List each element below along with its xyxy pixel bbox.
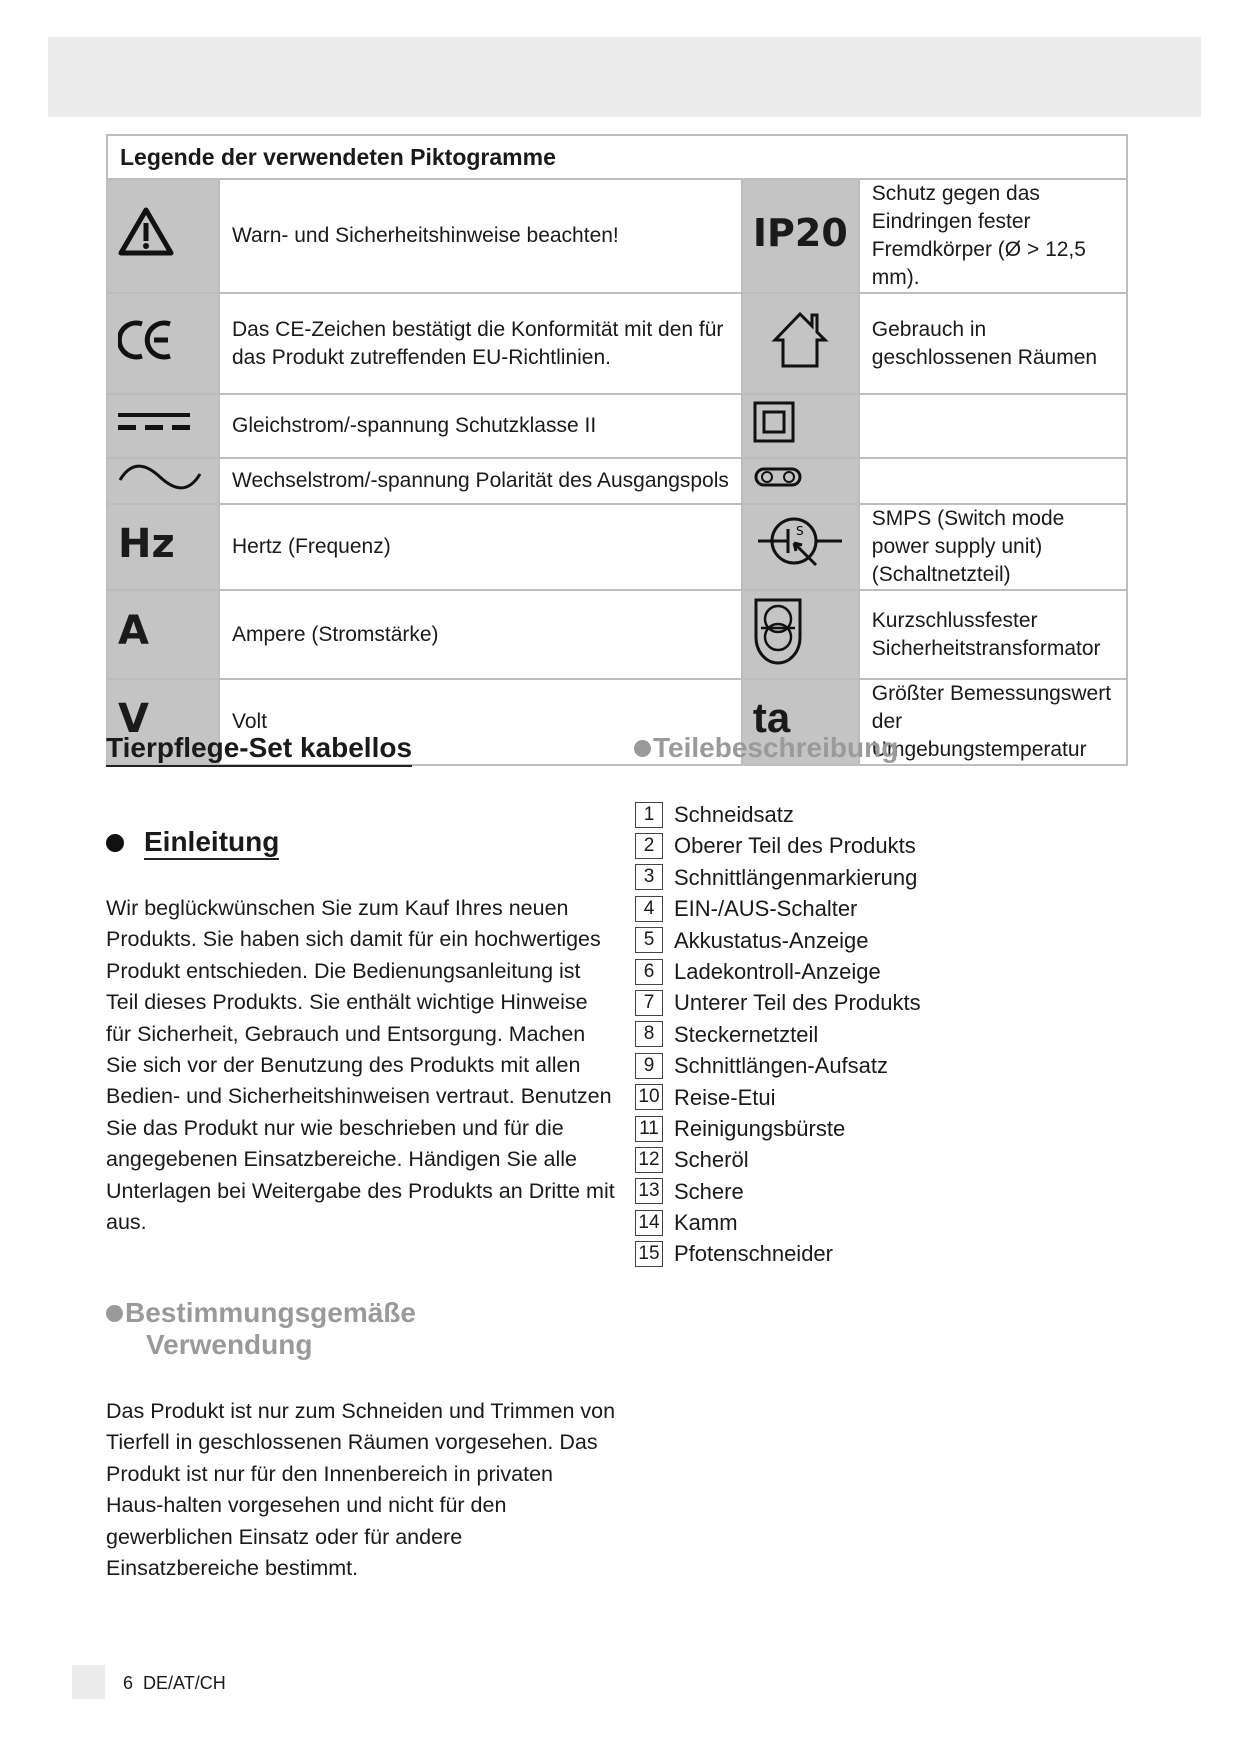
protection-class-2-icon — [742, 394, 859, 458]
legend-text: Kurzschlussfester Sicherheitstransformator — [859, 590, 1127, 679]
part-label: Oberer Teil des Produkts — [674, 833, 916, 859]
part-label: Schnittlängen-Aufsatz — [674, 1053, 889, 1079]
bullet-icon — [634, 740, 651, 757]
bullet-icon — [106, 1305, 123, 1322]
legend-text: Volt — [219, 679, 742, 765]
legend-text: SMPS (Switch mode power supply unit) (Schaltnetzteil) — [859, 504, 1127, 590]
part-number: 2 — [635, 833, 663, 859]
part-item — [635, 893, 921, 924]
part-number: 15 — [635, 1241, 663, 1267]
legend-text: Warn- und Sicherheitshinweise beachten! — [219, 179, 742, 293]
page-footer: 6 DE/AT/CH — [123, 1673, 226, 1693]
legend-title: Legende der verwendeten Piktogramme — [107, 135, 1127, 179]
legend-text: Das CE-Zeichen bestätigt die Konformität mit den für das Produkt zutreffenden EU-Richtlinien. — [219, 293, 742, 394]
smps-icon — [742, 504, 859, 590]
safety-transformer-icon — [742, 590, 859, 679]
part-item — [635, 1207, 921, 1238]
ambient-temperature-icon: ta — [742, 679, 859, 765]
part-label: Akkustatus-Anzeige — [674, 927, 869, 953]
part-number: 13 — [635, 1178, 663, 1204]
ce-mark-icon — [107, 293, 219, 394]
part-label: Schere — [674, 1178, 744, 1204]
volt-icon: V — [107, 679, 219, 765]
part-number: 3 — [635, 864, 663, 890]
part-number: 9 — [635, 1053, 663, 1079]
part-item — [635, 1176, 921, 1207]
part-item — [635, 1113, 921, 1144]
parts-list — [635, 799, 921, 1270]
part-label: Steckernetzteil — [674, 1021, 819, 1047]
legend-text: Schutz gegen das Eindringen fester Fremdkörper (Ø > 12,5 mm). — [859, 179, 1127, 293]
ampere-icon: A — [107, 590, 219, 679]
legend-text: Hertz (Frequenz) — [219, 504, 742, 590]
part-number: 11 — [635, 1116, 663, 1142]
part-number: 7 — [635, 990, 663, 1016]
part-label: Unterer Teil des Produkts — [674, 990, 921, 1016]
part-label: Pfotenschneider — [674, 1241, 833, 1267]
part-label: Schnittlängenmarkierung — [674, 864, 918, 890]
polarity-icon — [742, 458, 859, 504]
legend-text: Größter Bemessungswert der Umgebungstemperatur — [859, 679, 1127, 765]
part-item — [635, 862, 921, 893]
part-number: 14 — [635, 1210, 663, 1236]
hertz-icon: Hz — [107, 504, 219, 590]
header-band — [48, 37, 1201, 117]
parts-heading: Teilebeschreibung — [634, 732, 898, 764]
intro-heading: Einleitung — [106, 826, 279, 860]
part-label: Reise-Etui — [674, 1084, 776, 1110]
pictogram-legend-table — [106, 134, 1128, 766]
part-number: 4 — [635, 896, 663, 922]
part-item — [635, 830, 921, 861]
part-number: 6 — [635, 959, 663, 985]
part-number: 8 — [635, 1021, 663, 1047]
part-number: 5 — [635, 927, 663, 953]
ip20-icon: IP20 — [742, 179, 859, 293]
svg-text:S: S — [796, 524, 804, 538]
part-item — [635, 1082, 921, 1113]
bullet-icon — [106, 834, 124, 852]
part-number: 12 — [635, 1147, 663, 1173]
footer-box — [72, 1665, 105, 1699]
part-item — [635, 1019, 921, 1050]
legend-text: Gleichstrom/-spannung Schutzklasse II — [219, 394, 742, 458]
part-label: Reinigungsbürste — [674, 1115, 846, 1141]
part-label: Ladekontroll-Anzeige — [674, 958, 881, 984]
part-label: Kamm — [674, 1210, 738, 1236]
part-item — [635, 1238, 921, 1269]
legend-text — [859, 458, 1127, 504]
part-label: EIN-/AUS-Schalter — [674, 896, 858, 922]
direct-current-icon — [107, 394, 219, 458]
part-item — [635, 1050, 921, 1081]
part-item — [635, 799, 921, 830]
part-item — [635, 1144, 921, 1175]
legend-text — [859, 394, 1127, 458]
intro-text: Wir beglückwünschen Sie zum Kauf Ihres neuen Produkts. Sie haben sich damit für ein hochwertiges Produkt entschieden. Die Bedienungsanleitung ist Teil dieses Produkts. Sie enthält wichtige Hinweise für Sicherheit, Gebrauch und Entsorgung. Machen Sie sich vor der Benutzung des Produkts mit allen Bedien- und Sicherheitshinweisen vertraut. Benutzen Sie das Produkt nur wie beschrieben und für die angegebenen Einsatzbereiche. Händigen Sie alle Unterlagen bei Weitergabe des Produkts an Dritte mit aus. — [106, 896, 615, 1235]
part-item — [635, 956, 921, 987]
warning-triangle-icon — [107, 179, 219, 293]
part-item — [635, 925, 921, 956]
part-label: Schneidsatz — [674, 802, 794, 827]
part-number: 10 — [635, 1084, 663, 1110]
usage-heading: Bestimmungsgemäße Verwendung — [106, 1297, 416, 1361]
usage-text: Das Produkt ist nur zum Schneiden und Trimmen von Tierfell in geschlossenen Räumen vorgesehen. Das Produkt ist nur für den Innenbereich in privaten Haus-halten vorgesehen und nicht für den gewerblichen Einsatz oder für andere Einsatzbereiche bestimmt. — [106, 1399, 616, 1581]
alternating-current-icon — [107, 458, 219, 504]
legend-text: Gebrauch in geschlossenen Räumen — [859, 293, 1127, 394]
legend-text: Ampere (Stromstärke) — [219, 590, 742, 679]
part-number: 1 — [635, 802, 663, 828]
house-icon — [742, 293, 859, 394]
product-title: Tierpflege-Set kabellos — [106, 732, 412, 767]
legend-text: Wechselstrom/-spannung Polarität des Ausgangspols — [219, 458, 742, 504]
part-label: Scheröl — [674, 1147, 749, 1173]
part-item — [635, 987, 921, 1018]
